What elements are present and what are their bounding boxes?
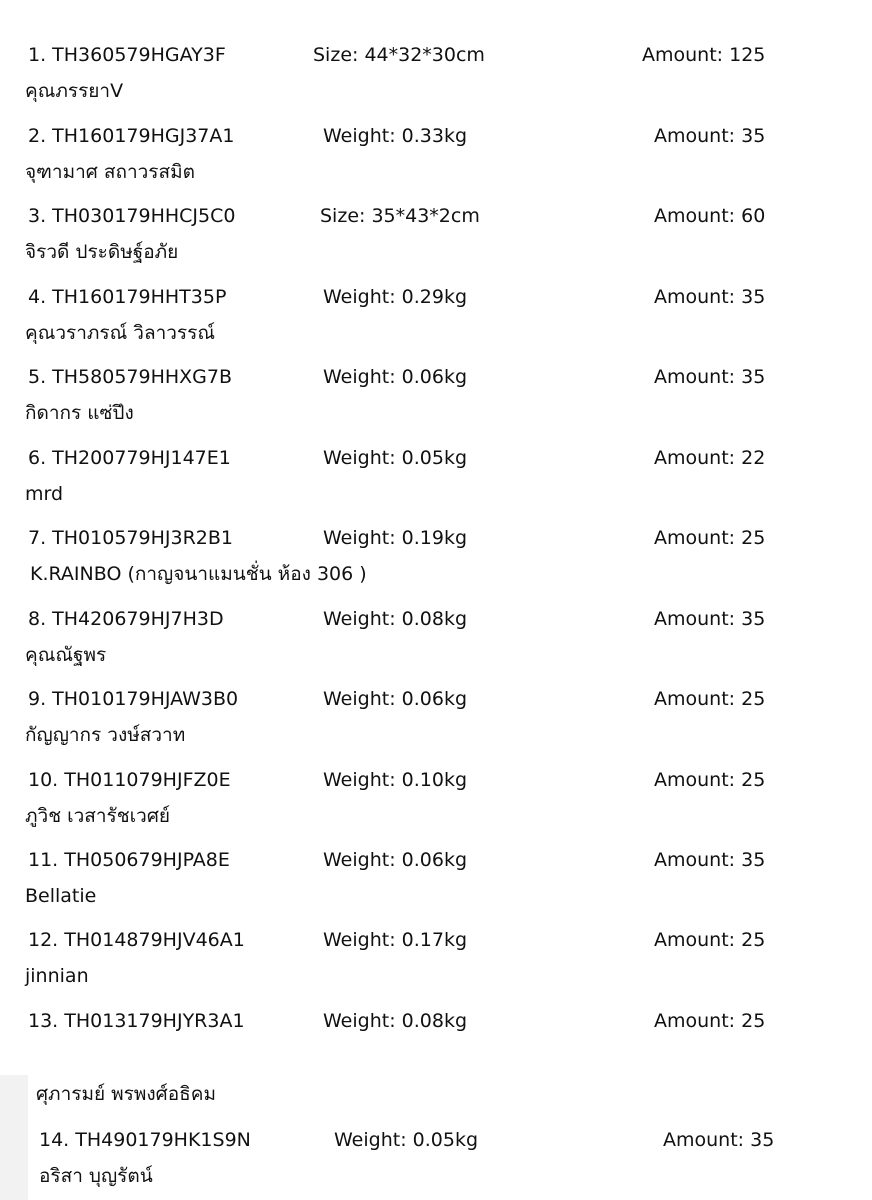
entry-13-code: 13. TH013179HJYR3A1 <box>28 1010 245 1032</box>
entry-4-spec: Weight: 0.29kg <box>323 286 468 308</box>
entry-6-amount: Amount: 22 <box>654 447 766 469</box>
entry-10-amount: Amount: 25 <box>654 769 766 791</box>
entry-9-spec: Weight: 0.06kg <box>323 688 468 710</box>
entry-13-name: ศุภารมย์ พรพงศ์อธิคม <box>36 1083 216 1105</box>
entry-11-code: 11. TH050679HJPA8E <box>28 849 230 871</box>
entry-5-amount: Amount: 35 <box>654 366 766 388</box>
entry-1-name: คุณภรรยาV <box>25 80 124 102</box>
entry-11-amount: Amount: 35 <box>654 849 766 871</box>
entry-1-code: 1. TH360579HGAY3F <box>28 44 226 66</box>
document-page-fragment <box>28 1075 872 1200</box>
entry-5-spec: Weight: 0.06kg <box>323 366 468 388</box>
entry-2-spec: Weight: 0.33kg <box>323 125 468 147</box>
entry-13-amount: Amount: 25 <box>654 1010 766 1032</box>
entry-9-name: กัญญากร วงษ์สวาท <box>25 724 186 746</box>
entry-11-name: Bellatie <box>25 885 97 907</box>
entry-12-name: jinnian <box>25 965 89 987</box>
entry-14-amount: Amount: 35 <box>663 1129 775 1151</box>
entry-9-amount: Amount: 25 <box>654 688 766 710</box>
entry-8-spec: Weight: 0.08kg <box>323 608 468 630</box>
entry-7-spec: Weight: 0.19kg <box>323 527 468 549</box>
entry-5-name: กิดากร แซ่ปึง <box>25 402 134 424</box>
entry-3-amount: Amount: 60 <box>654 205 766 227</box>
entry-4-code: 4. TH160179HHT35P <box>28 286 227 308</box>
entry-6-spec: Weight: 0.05kg <box>323 447 468 469</box>
entry-3-name: จิรวดี ประดิษฐ์อภัย <box>25 241 179 263</box>
entry-14-name: อริสา บุญรัตน์ <box>39 1165 153 1187</box>
entry-12-code: 12. TH014879HJV46A1 <box>28 929 245 951</box>
entry-6-code: 6. TH200779HJ147E1 <box>28 447 231 469</box>
entry-12-amount: Amount: 25 <box>654 929 766 951</box>
entry-2-name: จุฑามาศ สถาวรสมิต <box>25 161 195 183</box>
entry-8-amount: Amount: 35 <box>654 608 766 630</box>
entry-5-code: 5. TH580579HHXG7B <box>28 366 233 388</box>
entry-6-name: mrd <box>25 483 64 505</box>
entry-8-code: 8. TH420679HJ7H3D <box>28 608 224 630</box>
entry-12-spec: Weight: 0.17kg <box>323 929 468 951</box>
entry-14-spec: Weight: 0.05kg <box>334 1129 479 1151</box>
entry-2-amount: Amount: 35 <box>654 125 766 147</box>
entry-13-spec: Weight: 0.08kg <box>323 1010 468 1032</box>
entry-1-spec: Size: 44*32*30cm <box>313 44 485 66</box>
entry-3-spec: Size: 35*43*2cm <box>320 205 480 227</box>
entry-7-code: 7. TH010579HJ3R2B1 <box>28 527 233 549</box>
entry-10-spec: Weight: 0.10kg <box>323 769 468 791</box>
entry-3-code: 3. TH030179HHCJ5C0 <box>28 205 236 227</box>
entry-7-amount: Amount: 25 <box>654 527 766 549</box>
entry-2-code: 2. TH160179HGJ37A1 <box>28 125 235 147</box>
entry-11-spec: Weight: 0.06kg <box>323 849 468 871</box>
entry-10-code: 10. TH011079HJFZ0E <box>28 769 231 791</box>
entry-4-name: คุณวราภรณ์ วิลาวรรณ์ <box>25 322 215 344</box>
entry-10-name: ภูวิช เวสารัชเวศย์ <box>25 805 171 827</box>
entry-14-code: 14. TH490179HK1S9N <box>39 1129 251 1151</box>
entry-1-amount: Amount: 125 <box>642 44 766 66</box>
entry-8-name: คุณณัฐพร <box>25 644 107 666</box>
entry-7-name: K.RAINBO (กาญจนาแมนชั่น ห้อง 306 ) <box>30 563 367 585</box>
entry-9-code: 9. TH010179HJAW3B0 <box>28 688 239 710</box>
entry-4-amount: Amount: 35 <box>654 286 766 308</box>
